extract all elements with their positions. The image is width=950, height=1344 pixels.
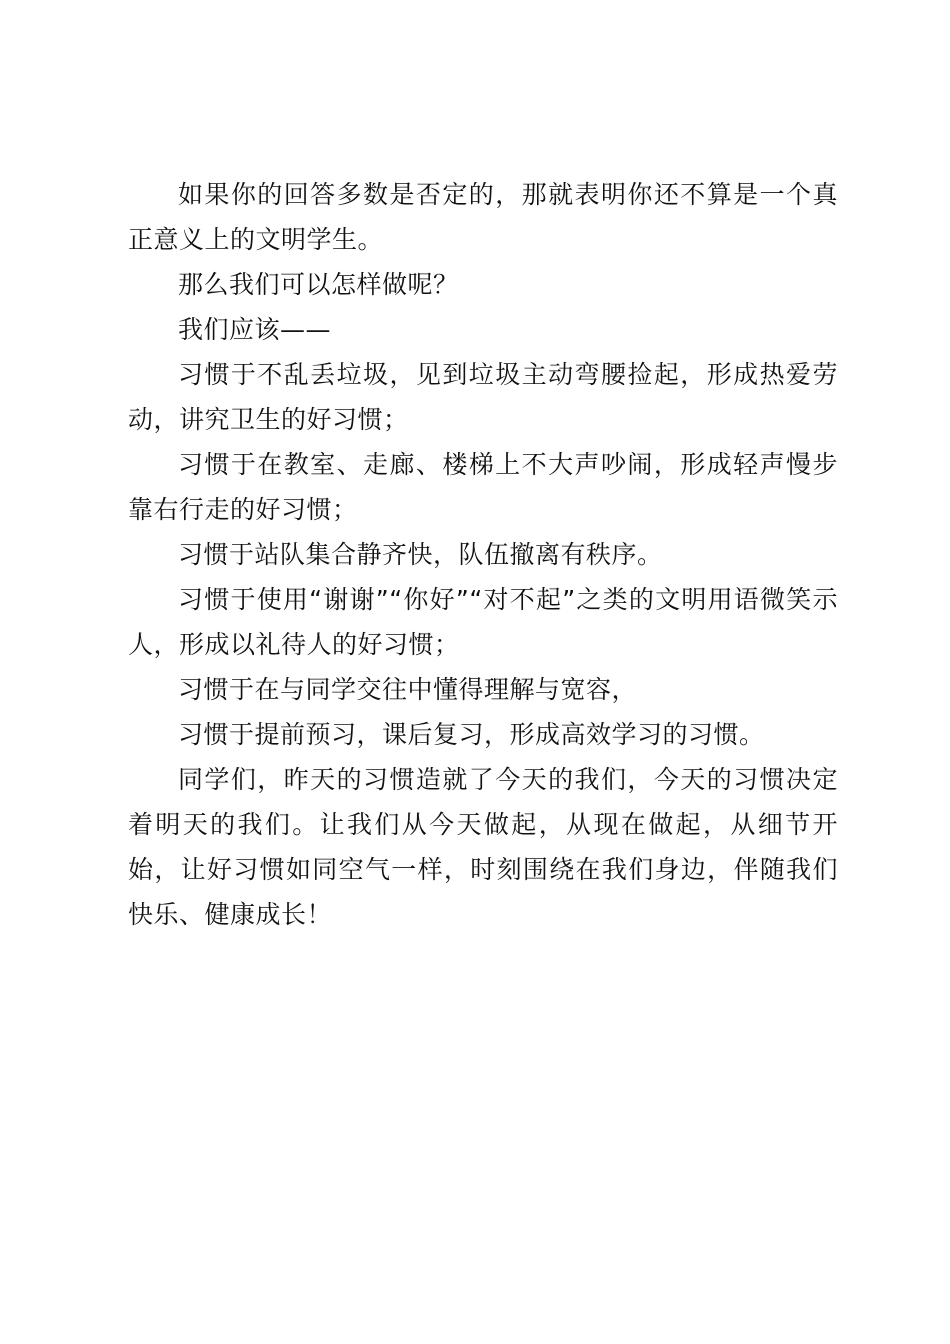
paragraph-habit-litter: 习惯于不乱丢垃圾，见到垃圾主动弯腰捡起，形成热爱劳动，讲究卫生的好习惯； bbox=[128, 360, 838, 434]
paragraph-negative-answer: 如果你的回答多数是否定的，那就表明你还不算是一个真正意义上的文明学生。 bbox=[128, 180, 838, 254]
document-body bbox=[128, 172, 838, 937]
paragraph-conclusion: 同学们，昨天的习惯造就了今天的我们，今天的习惯决定着明天的我们。让我们从今天做起，从现在做起，从细节开始，让好习惯如同空气一样，时刻围绕在我们身边，伴随我们快乐、健康成长！ bbox=[128, 765, 838, 929]
paragraph-habit-lineup: 习惯于站队集合静齐快，队伍撤离有秩序。 bbox=[178, 540, 663, 569]
paragraph-habit-tolerance: 习惯于在与同学交往中懂得理解与宽容， bbox=[178, 675, 638, 704]
paragraph-we-should: 我们应该—— bbox=[178, 315, 332, 344]
paragraph-habit-quiet: 习惯于在教室、走廊、楼梯上不大声吵闹，形成轻声慢步靠右行走的好习惯； bbox=[128, 450, 838, 524]
paragraph-habit-study: 习惯于提前预习，课后复习，形成高效学习的习惯。 bbox=[178, 720, 765, 749]
paragraph-habit-polite: 习惯于使用“谢谢”“你好”“对不起”之类的文明用语微笑示人，形成以礼待人的好习惯； bbox=[128, 585, 838, 659]
paragraph-question: 那么我们可以怎样做呢？ bbox=[178, 270, 459, 299]
